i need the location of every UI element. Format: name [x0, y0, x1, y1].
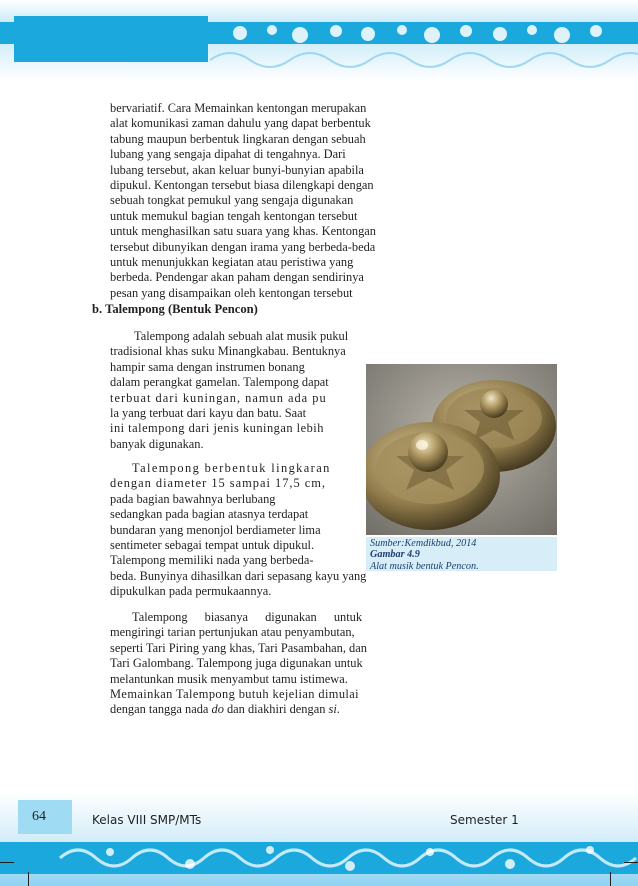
text-line: la yang terbuat dari kayu dan batu. Saat [110, 406, 307, 421]
paragraph-talempong-usage [110, 610, 391, 718]
paragraph-talempong-shape [110, 461, 391, 600]
section-heading: b. Talempong (Bentuk Pencon) [92, 302, 258, 316]
text-line: sentimeter sebagai tempat untuk dipukul. [110, 538, 315, 553]
text-line: Talempong biasanya digunakan untuk [132, 610, 363, 624]
footer-band [0, 792, 638, 886]
text-line: dengan tangga nada do dan diakhiri dengan si. [110, 702, 340, 717]
text-line: lubang tersebut, akan keluar bunyi-bunyian apabila [110, 162, 364, 177]
text-line: untuk menunjukkan kegiatan atau peristiwa yang [110, 255, 354, 270]
text-line: pesan yang disampaikan oleh kentongan tersebut [110, 285, 353, 300]
talempong-photo [366, 364, 557, 535]
text-line: Tari Galombang. Talempong juga digunakan untuk [110, 656, 363, 671]
text-line: Talempong memiliki nada yang berbeda- [110, 553, 314, 568]
text-line: dipukulkan pada permukaannya. [110, 584, 272, 599]
paragraph-talempong-intro [110, 329, 391, 452]
text-line: tabung maupun berbentuk lingkaran dengan sebuah [110, 131, 366, 146]
text-line: alat komunikasi zaman dahulu yang dapat berbentuk [110, 116, 371, 131]
crop-mark [28, 872, 29, 886]
crop-mark [0, 862, 14, 863]
crop-mark [610, 872, 611, 886]
text-line: dengan diameter 15 sampai 17,5 cm, [110, 476, 327, 491]
talempong-illustration [366, 364, 557, 535]
note-si: si [328, 702, 337, 717]
text-line: terbuat dari kuningan, namun ada pu [110, 390, 327, 405]
page-number: 64 [32, 809, 46, 824]
text-line: seperti Tari Piring yang khas, Tari Pasambahan, dan [110, 640, 367, 655]
text-line: sedangkan pada bagian atasnya terdapat [110, 507, 309, 522]
page-number-box [18, 800, 72, 834]
text-line: Talempong adalah sebuah alat musik pukul [134, 329, 349, 343]
header-band [0, 0, 638, 80]
text-line: lubang yang sengaja dipahat di tengahnya. Dari [110, 147, 346, 162]
figure-caption [366, 537, 557, 571]
text-line: Talempong berbentuk lingkaran [132, 461, 331, 475]
note-do: do [211, 702, 224, 717]
footer-book-title: Kelas VIII SMP/MTs [92, 813, 202, 827]
text-line: melantunkan musik menyambut tamu istimewa. [110, 671, 348, 686]
paragraph-kentongan [110, 101, 391, 301]
text-line: Memainkan Talempong butuh kejelian dimulai [110, 687, 360, 702]
footer-ornament [0, 792, 638, 886]
text-line: tersebut dibunyikan dengan irama yang berbeda-beda [110, 239, 376, 254]
text-line: ini talempong dari jenis kuningan lebih [110, 421, 324, 436]
text-line: untuk memukul bagian tengah kentongan tersebut [110, 208, 358, 223]
text-line: bundaran yang menonjol berdiameter lima [110, 522, 321, 537]
figure-source: Sumber:Kemdikbud, 2014 [370, 538, 477, 549]
text-line: hampir sama dengan instrumen bonang [110, 359, 305, 374]
text-line: tradisional khas suku Minangkabau. Bentuknya [110, 344, 346, 359]
text-line: pada bagian bawahnya berlubang [110, 491, 276, 506]
header-tab [14, 16, 208, 62]
text-line: banyak digunakan. [110, 436, 204, 451]
text-line: bervariatif. Cara Memainkan kentongan merupakan [110, 101, 367, 115]
text-line: beda. Bunyinya dihasilkan dari sepasang kayu yang [110, 568, 367, 583]
text-line: untuk menghasilkan satu suara yang khas. Kentongan [110, 224, 376, 239]
text-line: berbeda. Pendengar akan paham dengan sendirinya [110, 270, 364, 285]
crop-mark [624, 862, 638, 863]
text-line: dalam perangkat gamelan. Talempong dapat [110, 375, 329, 390]
text-line: sebuah tongkat pemukul yang sengaja digunakan [110, 193, 354, 208]
text-line: dipukul. Kentongan tersebut biasa dilengkapi dengan [110, 178, 374, 193]
text-line: mengiringi tarian pertunjukan atau penyambutan, [110, 625, 355, 640]
figure-title: Alat musik bentuk Pencon. [370, 560, 479, 572]
footer-semester: Semester 1 [450, 813, 519, 827]
figure-number: Gambar 4.9 [370, 549, 420, 561]
